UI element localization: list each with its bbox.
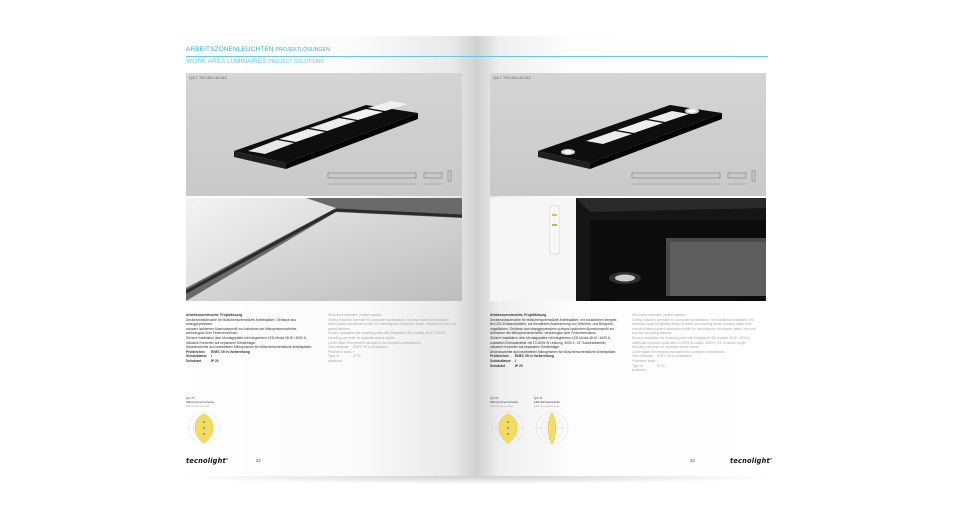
page-number: 22 (256, 458, 261, 463)
chart-label: QA 70 Mikroprismenscheibe Microprism panel (490, 396, 519, 408)
luminaire-illustration (490, 73, 766, 196)
chart-label: QA 71 LED-Einbaustrahler LED recessed spot (534, 396, 561, 408)
light-distribution-diagram (490, 410, 526, 446)
header-de: ARBEITSZONENLEUCHTEN PROJEKTLÖSUNGEN (186, 46, 331, 53)
description-en: Work area luminaire, project solution Ceiling mounted luminaire for computer workstations, with additional integrated LED recessed spots for lighting design in traffic and meeting areas, housing made from extruded black painted aluminium profile for mounting the microprism panel, removal tool free via spring fastener. Secure installation via mounting plate with integrated LED module 48 W / 4000 K, additional recessed spots with 13 W/25 W output, 3000 K, 24° emission angle, including converter on separate device carrier. Cover made from treated microprism for computer workstations. Test certificate ENEC 05 in preparation Protection class I Type of protection IP 20 (632, 313, 756, 373)
brochure-spread (168, 36, 786, 476)
chart-label: QA 70 Mikroprismenscheibe Microprism panel (186, 396, 215, 408)
right-page (478, 36, 786, 476)
detail-photo (186, 198, 462, 301)
description-en: Work area luminaire, project solution Ceiling mounted luminaire for computer workstations, housing made from extruded black painted aluminium profile for mounting the microprism panel, removal tool free via spring fastener. Secure installation via mounting plate with integrated LED module 48 W / 4000 K, including converter on separate device carrier. Cover made from treated microprism for computer workstations. Test certificate ENEC 05 in preparation Protection class I Type of protection IP 20 (328, 313, 456, 363)
header-en: WORK AREA LUMINAIRES PROJECT SOLUTIONS (186, 58, 324, 65)
brand-logo: tecnolight® (730, 457, 773, 465)
detail-photo (490, 198, 766, 301)
article-code: QA 7.700.390.40.042 (189, 75, 227, 80)
light-distribution-diagram (186, 410, 222, 446)
page-number: 23 (690, 458, 695, 463)
product-photo (186, 73, 462, 196)
light-distribution-diagram (534, 410, 570, 446)
luminaire-illustration (186, 73, 462, 196)
header-rule (478, 56, 768, 57)
product-photo (490, 73, 766, 196)
article-code: QA 7.700.440.40.042 (493, 75, 531, 80)
header-rule (186, 56, 478, 57)
description-de: Arbeitszonenleuchte, Projektlösung Deckenanbauleuchte für bildschirmunterstützte Arbeitsplätze, mit zusätzlichen integrier- ten LED-Einbaustrahlern, zur blendfreien Ausleuchtung von Verkehrs- und Besprech- ungsflächen. Gehäuse aus stranggepresstem schwarz lackiertem Aluminiumprofil zur Aufnahme der Mikroprismenscheibe, werkzeuglos über Federverschluss. Sichere Installation über Montageplatte mit integriertem LED-Modul 48 W / 4000 K, zusätzlich Einbaustrahler mit 13 W/25 W Leistung, 3000 K, 24° Ausstrahlwinkel, inklusive Konverter auf separatem Geräteträger. Abdeckscheibe aus bearbeiteter Mikroprismen für bildschirmunterstützte Arbeitsplätze. Prüfzeichen ENEC 05 in Vorbereitung Schutzklasse I Schutzart IP 20 (490, 313, 618, 368)
brand-logo: tecnolight® (186, 457, 229, 465)
left-page (168, 36, 478, 476)
description-de: Arbeitszonenleuchte, Projektlösung Deckenanbauleuchte für bildschirmunterstützte Arbeitsplätze, Gehäuse aus stranggepresstem schwarz lackiertem Aluminiumprofil zur Aufnahme der Mikroprismenscheibe, werkzeuglos über Federverschluss. Sichere Installation über Montageplatte mit integriertem LED-Modul 48 W / 4000 K, inklusive Konverter auf separatem Geräteträger. Abdeckscheibe aus bearbeiteter Mikroprismen für bildschirmunterstützte Arbeitsplätze. Prüfzeichen ENEC 05 in Vorbereitung Schutzklasse I Schutzart IP 20 (186, 313, 313, 363)
